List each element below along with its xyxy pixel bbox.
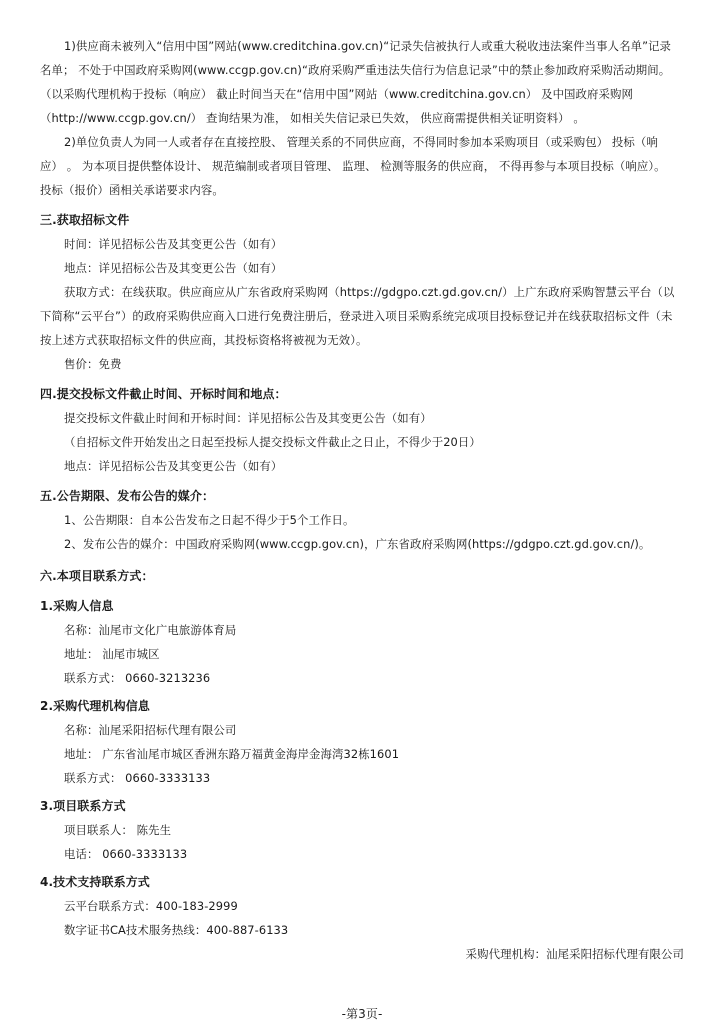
purchaser-name: 名称：汕尾市文化广电旅游体育局	[64, 623, 237, 637]
section3-price: 售价：免费	[64, 357, 122, 371]
section3-method-line3: 按上述方式获取招标文件的供应商，其投标资格将被视为无效）。	[40, 333, 368, 347]
req2-line1: 2)单位负责人为同一人或者存在直接控股、 管理关系的不同供应商，不得同时参加本采购项目（或采购包） 投标（响	[64, 135, 658, 149]
tech-support-heading: 4.技术支持联系方式	[40, 875, 150, 889]
section4-place: 地点：详见招标公告及其变更公告（如有）	[64, 459, 283, 473]
section4-note: （自招标文件开始发出之日起至投标人提交投标文件截止之日止，不得少于20日）	[64, 435, 481, 449]
project-contact-person: 项目联系人： 陈先生	[64, 823, 172, 837]
agency-signature: 采购代理机构：汕尾采阳招标代理有限公司	[465, 947, 684, 961]
req2-line2: 应） 。 为本项目提供整体设计、 规范编制或者项目管理、 监理、 检测等服务的供应商， 不得再参与本项目投标（响应）。	[40, 159, 666, 173]
agency-contact: 联系方式： 0660-3333133	[64, 771, 211, 785]
agency-heading: 2.采购代理机构信息	[40, 699, 150, 713]
section5-heading: 五.公告期限、发布公告的媒介：	[40, 489, 215, 503]
purchaser-address: 地址： 汕尾市城区	[64, 647, 160, 661]
purchaser-contact: 联系方式： 0660-3213236	[64, 671, 211, 685]
agency-address: 地址： 广东省汕尾市城区香洲东路万福黄金海岸金海湾32栋1601	[64, 747, 400, 761]
project-contact-phone: 电话： 0660-3333133	[64, 847, 188, 861]
section3-time: 时间：详见招标公告及其变更公告（如有）	[64, 237, 283, 251]
section5-period: 1、公告期限：自本公告发布之日起不得少于5个工作日。	[64, 513, 355, 527]
page-number: -第3页-	[341, 1007, 383, 1021]
agency-name: 名称：汕尾采阳招标代理有限公司	[64, 723, 237, 737]
purchaser-heading: 1.采购人信息	[40, 599, 114, 613]
section4-heading: 四.提交投标文件截止时间、开标时间和地点：	[40, 387, 287, 401]
project-contact-heading: 3.项目联系方式	[40, 799, 126, 813]
req2-line3: 投标（报价）函相关承诺要求内容。	[40, 183, 224, 197]
req1-line2: 名单； 不处于中国政府采购网(www.ccgp.gov.cn)“政府采购严重违法失信行为信息记录”中的禁止参加政府采购活动期间。	[40, 63, 671, 77]
req1-line4: （http://www.ccgp.gov.cn/） 查询结果为准， 如相关失信记录已失效， 供应商需提供相关证明资料） 。	[40, 111, 585, 125]
req1-line1: 1)供应商未被列入“信用中国”网站(www.creditchina.gov.cn)“记录失信被执行人或重大税收违法案件当事人名单”记录	[64, 39, 672, 53]
req1-line3: （以采购代理机构于投标（响应） 截止时间当天在“信用中国”网站（www.creditchina.gov.cn） 及中国政府采购网	[40, 87, 634, 101]
section6-heading: 六.本项目联系方式：	[40, 569, 154, 583]
tech-support-cloud: 云平台联系方式：400-183-2999	[64, 899, 238, 913]
section3-heading: 三.获取招标文件	[40, 213, 130, 227]
section3-place: 地点：详见招标公告及其变更公告（如有）	[64, 261, 283, 275]
section4-deadline: 提交投标文件截止时间和开标时间：详见招标公告及其变更公告（如有）	[64, 411, 432, 425]
section3-method-line1: 获取方式：在线获取。供应商应从广东省政府采购网（https://gdgpo.czt.gd.gov.cn/）上广东政府采购智慧云平台（以	[64, 285, 675, 299]
tech-support-ca: 数字证书CA技术服务热线：400-887-6133	[64, 923, 289, 937]
section5-media: 2、发布公告的媒介：中国政府采购网(www.ccgp.gov.cn)，广东省政府采购网(https://gdgpo.czt.gd.gov.cn/)。	[64, 537, 651, 551]
section3-method-line2: 下简称“云平台”）的政府采购供应商入口进行免费注册后，登录进入项目采购系统完成项目投标登记并在线获取招标文件（未	[40, 309, 673, 323]
